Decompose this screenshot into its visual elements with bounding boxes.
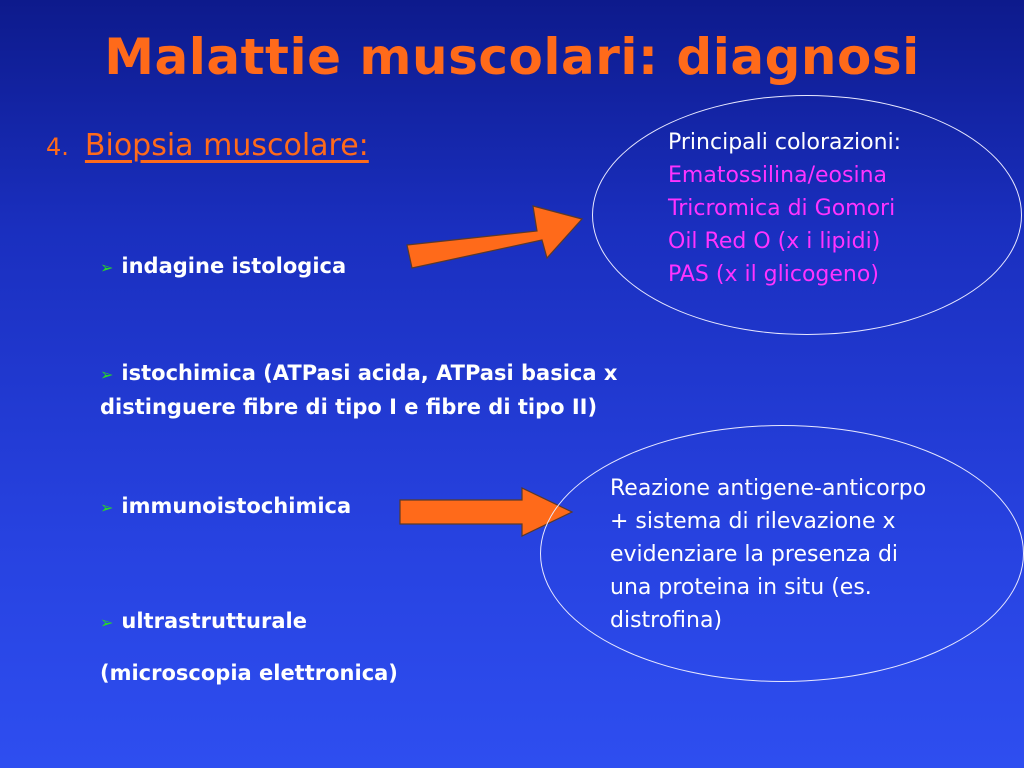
heading-text: Biopsia muscolare: bbox=[84, 128, 369, 163]
bullet-label: ultrastrutturale bbox=[121, 609, 307, 633]
bullet-arrow-icon: ➢ bbox=[100, 258, 114, 277]
bullet-continuation: distinguere fibre di tipo I e fibre di tipo II) bbox=[100, 395, 598, 419]
immuno-line: evidenziare la presenza di bbox=[610, 542, 899, 567]
stain-item: Ematossilina/eosina bbox=[668, 163, 887, 188]
immuno-line: + sistema di rilevazione x bbox=[610, 509, 896, 534]
bullet-continuation: (microscopia elettronica) bbox=[100, 661, 398, 685]
bullet-arrow-icon: ➢ bbox=[100, 613, 114, 632]
stains-box bbox=[668, 126, 901, 291]
bullet-arrow-icon: ➢ bbox=[100, 498, 114, 517]
bullet-label: indagine istologica bbox=[121, 254, 347, 278]
stain-item: Tricromica di Gomori bbox=[668, 196, 896, 221]
bullet-label: istochimica (ATPasi acida, ATPasi basica x bbox=[121, 361, 618, 385]
bullet-label: immunoistochimica bbox=[121, 494, 352, 518]
stains-header: Principali colorazioni: bbox=[668, 130, 902, 155]
stain-item: Oil Red O (x i lipidi) bbox=[668, 229, 881, 254]
bullet-arrow-icon: ➢ bbox=[100, 365, 114, 384]
heading-number: 4. bbox=[46, 133, 69, 161]
immuno-line: distrofina) bbox=[610, 608, 723, 633]
immuno-box bbox=[610, 472, 926, 637]
immuno-line: una proteina in situ (es. bbox=[610, 575, 872, 600]
slide-title: Malattie muscolari: diagnosi bbox=[104, 28, 920, 86]
arrow-to-stains-icon bbox=[407, 206, 582, 268]
stain-item: PAS (x il glicogeno) bbox=[668, 262, 879, 287]
immuno-line: Reazione antigene-anticorpo bbox=[610, 476, 927, 501]
